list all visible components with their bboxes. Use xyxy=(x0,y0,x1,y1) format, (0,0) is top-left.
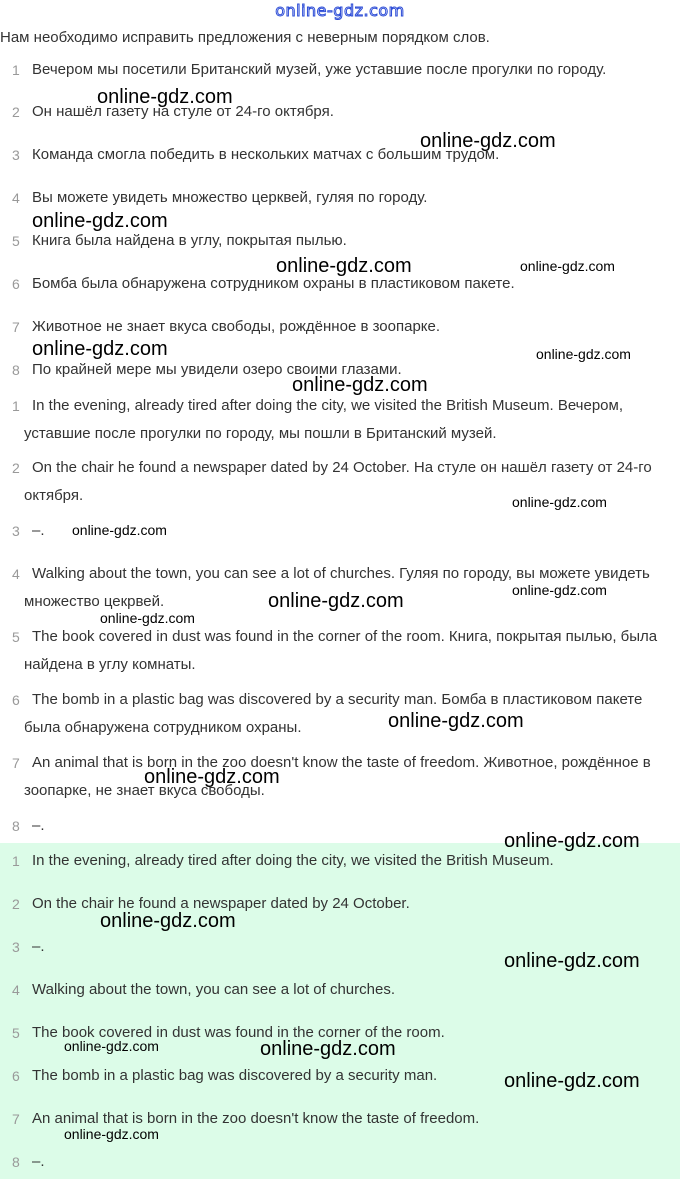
item-text: Команда смогла победить в нескольких матчах с большим трудом. xyxy=(32,146,500,163)
item-number: 1 xyxy=(12,398,20,414)
item-number: 7 xyxy=(12,1111,20,1127)
watermark: online-gdz.com xyxy=(72,522,167,538)
task-intro: Нам необходимо исправить предложения с неверным порядком слов. xyxy=(0,29,490,46)
site-logo: online-gdz.com xyxy=(275,1,405,20)
item-text: Вы можете увидеть множество церквей, гуляя по городу. xyxy=(32,189,428,206)
item-text: The book covered in dust was found in the corner of the room. xyxy=(32,1024,445,1041)
item-text: Вечером мы посетили Британский музей, уже уставшие после прогулки по городу. xyxy=(32,61,607,78)
item-text: Животное не знает вкуса свободы, рождённое в зоопарке. xyxy=(32,318,441,335)
watermark: online-gdz.com xyxy=(536,346,631,362)
item-number: 4 xyxy=(12,190,20,206)
item-text: Walking about the town, you can see a lot of churches. Гуляя по городу, вы можете увидеть множество цекрвей. xyxy=(24,565,650,610)
watermark: online-gdz.com xyxy=(388,710,524,732)
watermark: online-gdz.com xyxy=(292,374,428,396)
item-number: 7 xyxy=(12,755,20,771)
original-item xyxy=(12,141,674,169)
translated-item xyxy=(12,749,674,805)
item-text: Бомба была обнаружена сотрудником охраны в пластиковом пакете. xyxy=(32,275,515,292)
item-text: The bomb in a plastic bag was discovered by a security man. xyxy=(32,1067,438,1084)
watermark: online-gdz.com xyxy=(100,610,195,626)
watermark: online-gdz.com xyxy=(276,255,412,277)
item-text: The bomb in a plastic bag was discovered by a security man. Бомба в пластиковом пакете была обнаружена сотрудником охраны. xyxy=(24,691,643,736)
translated-item xyxy=(12,623,674,679)
item-text: On the chair he found a newspaper dated by 24 October. xyxy=(32,895,410,912)
watermark: online-gdz.com xyxy=(512,494,607,510)
watermark: online-gdz.com xyxy=(97,86,233,108)
item-number: 5 xyxy=(12,233,20,249)
item-text: –. xyxy=(32,1153,45,1170)
answers-item xyxy=(12,1148,674,1176)
item-number: 3 xyxy=(12,939,20,955)
item-number: 4 xyxy=(12,982,20,998)
item-text: An animal that is born in the zoo doesn't know the taste of freedom. Животное, рождённое в зоопарке, не знает вкуса свободы. xyxy=(24,754,651,799)
original-item xyxy=(12,184,674,212)
original-item xyxy=(12,56,674,84)
watermark: online-gdz.com xyxy=(504,950,640,972)
watermark: online-gdz.com xyxy=(268,590,404,612)
watermark: online-gdz.com xyxy=(32,210,168,232)
item-number: 2 xyxy=(12,896,20,912)
watermark: online-gdz.com xyxy=(64,1126,159,1142)
item-text: По крайней мере мы увидели озеро своими глазами. xyxy=(32,361,402,378)
watermark: online-gdz.com xyxy=(504,830,640,852)
item-number: 8 xyxy=(12,1154,20,1170)
item-number: 6 xyxy=(12,1068,20,1084)
item-number: 6 xyxy=(12,692,20,708)
item-text: In the evening, already tired after doing the city, we visited the British Museum. Вечером, уставшие после прогулки по городу, мы пошли в Британский музей. xyxy=(24,397,623,442)
item-text: –. xyxy=(32,817,45,834)
item-number: 8 xyxy=(12,818,20,834)
answers-item xyxy=(12,976,674,1004)
item-number: 5 xyxy=(12,629,20,645)
item-number: 2 xyxy=(12,104,20,120)
watermark: online-gdz.com xyxy=(520,258,615,274)
item-text: On the chair he found a newspaper dated by 24 October. На стуле он нашёл газету от 24-го октября. xyxy=(24,459,652,504)
item-text: Walking about the town, you can see a lot of churches. xyxy=(32,981,395,998)
watermark: online-gdz.com xyxy=(100,910,236,932)
translated-item xyxy=(12,392,674,448)
item-text: Книга была найдена в углу, покрытая пылью. xyxy=(32,232,347,249)
item-text: –. xyxy=(32,938,45,955)
item-text: In the evening, already tired after doing the city, we visited the British Museum. xyxy=(32,852,554,869)
item-number: 7 xyxy=(12,319,20,335)
item-number: 4 xyxy=(12,566,20,582)
watermark: online-gdz.com xyxy=(512,582,607,598)
item-text: –. xyxy=(32,522,45,539)
item-number: 1 xyxy=(12,62,20,78)
watermark: online-gdz.com xyxy=(420,130,556,152)
watermark: online-gdz.com xyxy=(144,766,280,788)
original-item xyxy=(12,313,674,341)
item-number: 3 xyxy=(12,523,20,539)
watermark: online-gdz.com xyxy=(64,1038,159,1054)
item-number: 2 xyxy=(12,460,20,476)
item-number: 6 xyxy=(12,276,20,292)
item-number: 3 xyxy=(12,147,20,163)
watermark: online-gdz.com xyxy=(32,338,168,360)
item-number: 5 xyxy=(12,1025,20,1041)
item-text: An animal that is born in the zoo doesn't know the taste of freedom. xyxy=(32,1110,480,1127)
item-number: 8 xyxy=(12,362,20,378)
translated-item xyxy=(12,686,674,742)
item-text: Он нашёл газету на стуле от 24-го октября. xyxy=(32,103,334,120)
watermark: online-gdz.com xyxy=(260,1038,396,1060)
watermark: online-gdz.com xyxy=(504,1070,640,1092)
item-number: 1 xyxy=(12,853,20,869)
item-text: The book covered in dust was found in the corner of the room. Книга, покрытая пылью, была найдена в углу комнаты. xyxy=(24,628,658,673)
